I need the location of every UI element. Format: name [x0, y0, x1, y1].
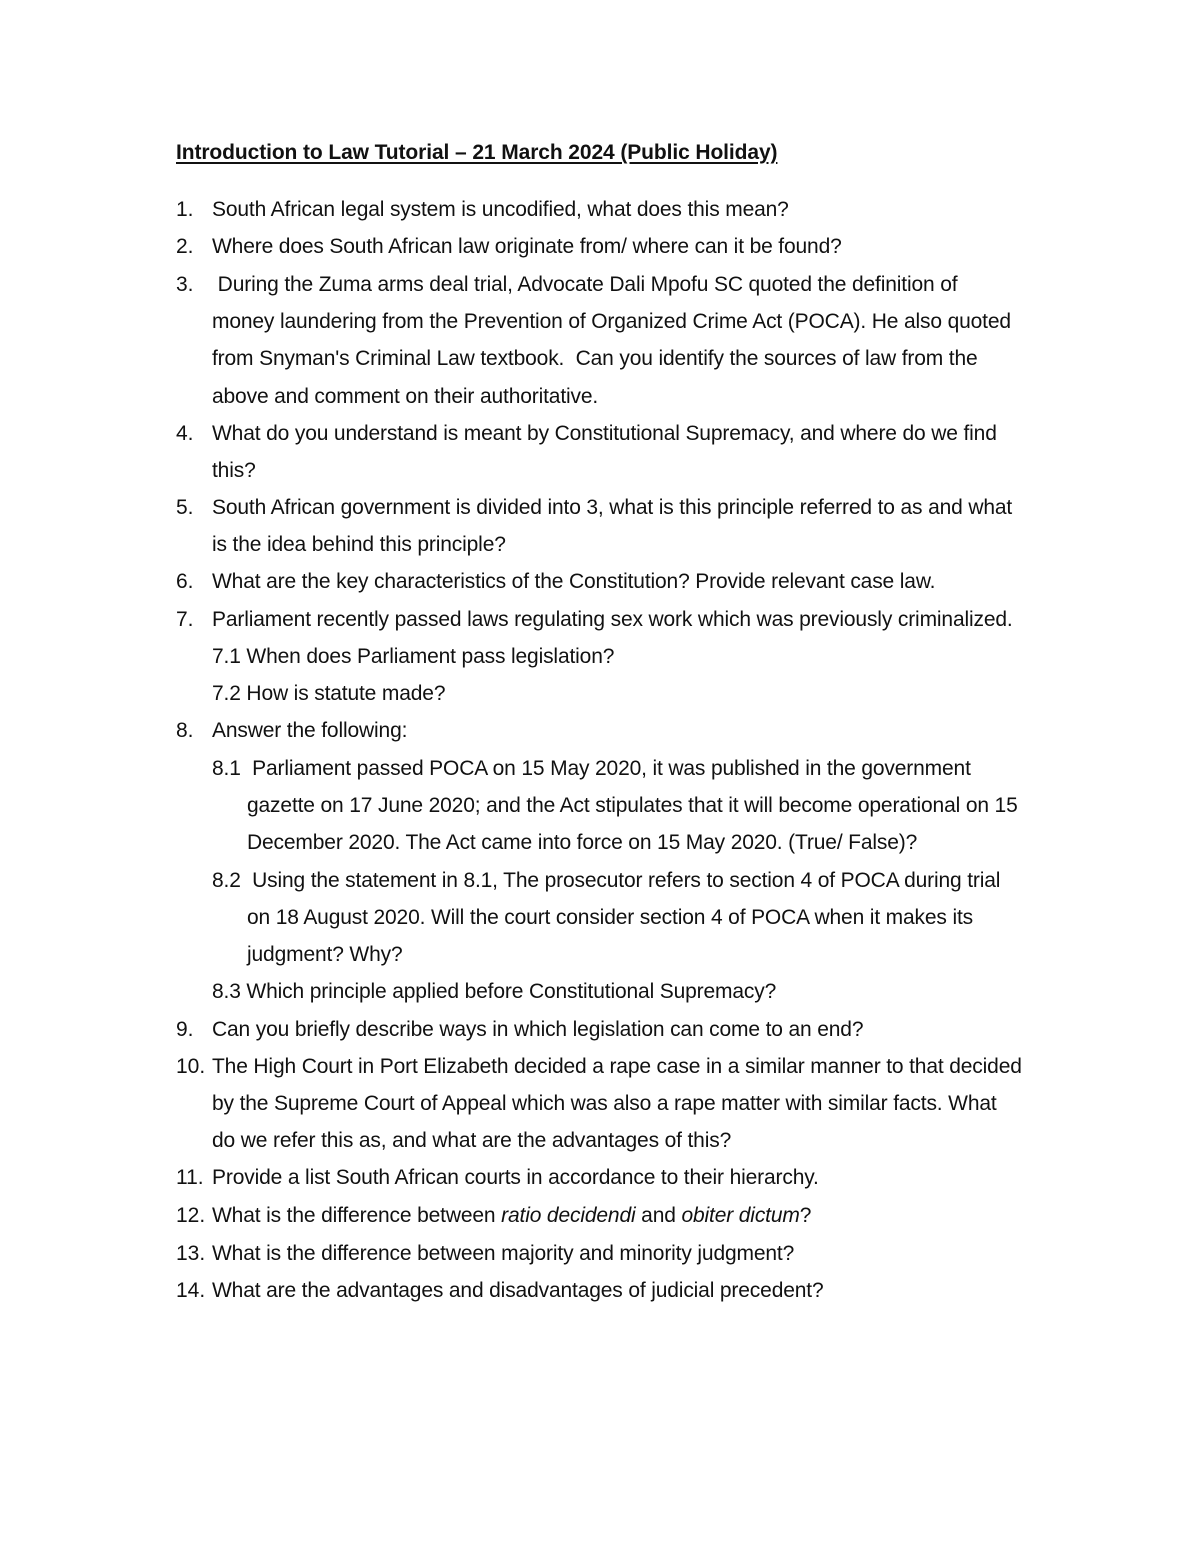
question-8-1-line-1: 8.1 Parliament passed POCA on 15 May 2020, it was published in the government: [212, 757, 971, 780]
question-7-2: 7.2 How is statute made?: [212, 682, 446, 705]
question-13-text: What is the difference between majority and minority judgment?: [212, 1242, 795, 1265]
question-12-pre: What is the difference between: [212, 1204, 502, 1227]
page-title: Introduction to Law Tutorial – 21 March 2024 (Public Holiday): [176, 141, 778, 164]
question-12-number: 12.: [176, 1204, 206, 1227]
term-obiter-dictum: obiter dictum: [681, 1204, 800, 1227]
question-5-number: 5.: [176, 496, 194, 519]
question-10-line-1: The High Court in Port Elizabeth decided a rape case in a similar manner to that decided: [212, 1055, 1022, 1078]
question-2-text: Where does South African law originate from/ where can it be found?: [212, 235, 842, 258]
question-9-text: Can you briefly describe ways in which legislation can come to an end?: [212, 1018, 864, 1041]
term-ratio-decidendi: ratio decidendi: [501, 1204, 636, 1227]
question-4-line-2: this?: [212, 459, 256, 482]
question-8-number: 8.: [176, 719, 194, 742]
question-13-number: 13.: [176, 1242, 206, 1265]
question-5-line-2: is the idea behind this principle?: [212, 533, 506, 556]
question-14-text: What are the advantages and disadvantages of judicial precedent?: [212, 1279, 824, 1302]
question-10-number: 10.: [176, 1055, 206, 1078]
question-7-number: 7.: [176, 608, 194, 631]
question-10-line-2: by the Supreme Court of Appeal which was also a rape matter with similar facts. What: [212, 1092, 997, 1115]
question-3-line-4: above and comment on their authoritative.: [212, 385, 599, 408]
question-8-3: 8.3 Which principle applied before Constitutional Supremacy?: [212, 980, 777, 1003]
question-8-2-line-1: 8.2 Using the statement in 8.1, The prosecutor refers to section 4 of POCA during trial: [212, 869, 1001, 892]
question-8-2-line-2: on 18 August 2020. Will the court consider section 4 of POCA when it makes its: [247, 906, 974, 929]
question-12-text: [212, 1202, 811, 1230]
question-12-post: ?: [799, 1204, 812, 1227]
question-9-number: 9.: [176, 1018, 194, 1041]
question-8-2-line-3: judgment? Why?: [247, 943, 403, 966]
question-10-line-3: do we refer this as, and what are the advantages of this?: [212, 1129, 732, 1152]
question-7-text: Parliament recently passed laws regulating sex work which was previously criminalized.: [212, 608, 1013, 631]
question-3-line-3: from Snyman's Criminal Law textbook. Can you identify the sources of law from the: [212, 347, 978, 370]
question-8-text: Answer the following:: [212, 719, 408, 742]
question-12-mid: and: [635, 1204, 682, 1227]
question-1-number: 1.: [176, 198, 194, 221]
question-3-number: 3.: [176, 273, 194, 296]
question-3-line-2: money laundering from the Prevention of Organized Crime Act (POCA). He also quoted: [212, 310, 1011, 333]
question-4-line-1: What do you understand is meant by Constitutional Supremacy, and where do we find: [212, 422, 997, 445]
question-3-line-1: During the Zuma arms deal trial, Advocate Dali Mpofu SC quoted the definition of: [212, 273, 958, 296]
question-8-1-line-3: December 2020. The Act came into force on 15 May 2020. (True/ False)?: [247, 831, 918, 854]
question-6-text: What are the key characteristics of the Constitution? Provide relevant case law.: [212, 570, 936, 593]
question-8-1-line-2: gazette on 17 June 2020; and the Act stipulates that it will become operational on 15: [247, 794, 1018, 817]
question-14-number: 14.: [176, 1279, 206, 1302]
question-11-number: 11.: [176, 1166, 204, 1189]
question-1-text: South African legal system is uncodified, what does this mean?: [212, 198, 789, 221]
question-2-number: 2.: [176, 235, 194, 258]
question-5-line-1: South African government is divided into 3, what is this principle referred to as and what: [212, 496, 1013, 519]
question-4-number: 4.: [176, 422, 194, 445]
question-11-text: Provide a list South African courts in accordance to their hierarchy.: [212, 1166, 819, 1189]
question-6-number: 6.: [176, 570, 194, 593]
question-7-1: 7.1 When does Parliament pass legislation?: [212, 645, 615, 668]
